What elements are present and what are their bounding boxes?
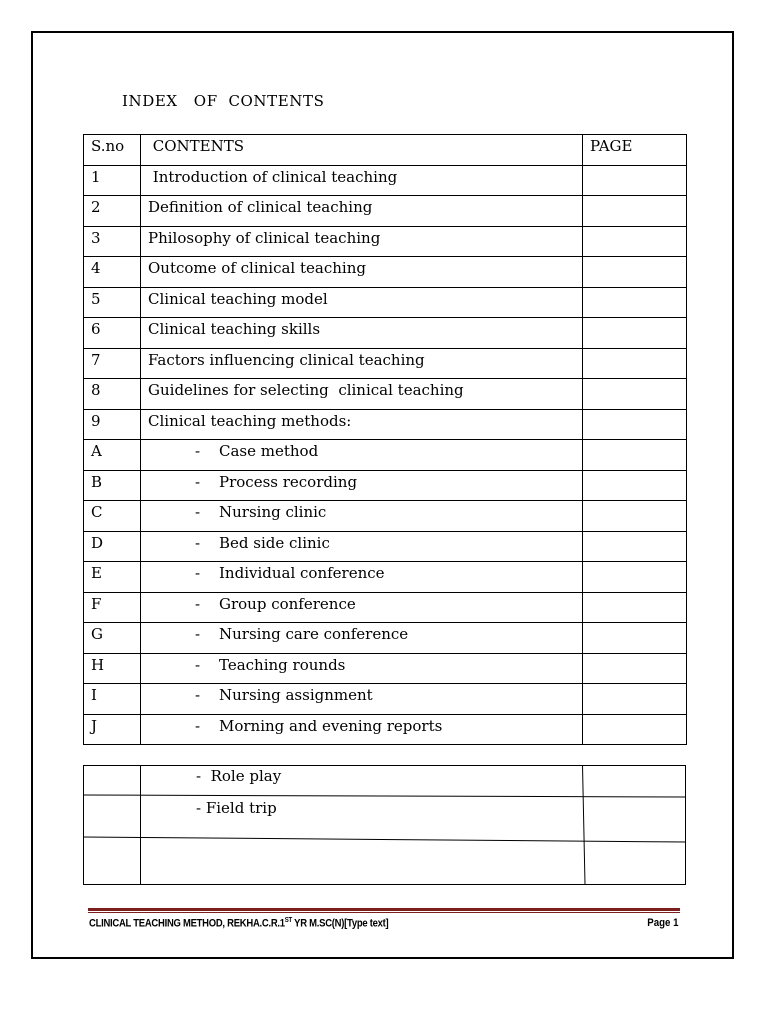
row-sno: D: [84, 531, 141, 562]
row-page: [583, 440, 687, 471]
row-sno: 9: [84, 409, 141, 440]
header-sno: S.no: [84, 135, 141, 166]
row-sno: 7: [84, 348, 141, 379]
row-content-text: Bed side clinic: [219, 533, 330, 552]
table-row: [84, 196, 687, 227]
row-content-text: Nursing clinic: [219, 503, 327, 521]
table-row: [84, 318, 687, 349]
table-row: [84, 592, 687, 623]
row-content: [141, 440, 583, 471]
bullet-dash: -: [195, 655, 201, 674]
row-content: [141, 653, 583, 684]
header-page: PAGE: [583, 135, 687, 166]
bullet-dash: -: [195, 503, 201, 521]
row-content-text: Nursing assignment: [219, 686, 373, 704]
row-content: Definition of clinical teaching: [141, 196, 583, 227]
row-page: [583, 684, 687, 715]
bullet-dash: -: [195, 594, 201, 613]
row-page: [583, 287, 687, 318]
extra-rows-grid: [83, 765, 686, 885]
extra-row-role-play: - Role play: [196, 767, 282, 785]
table-extra-rows: [83, 765, 686, 885]
table-row: [84, 165, 687, 196]
table-row: [84, 226, 687, 257]
row-sno: 2: [84, 196, 141, 227]
row-sno: H: [84, 653, 141, 684]
row-sno: J: [84, 714, 141, 745]
row-page: [583, 257, 687, 288]
row-page: [583, 409, 687, 440]
table-row: [84, 409, 687, 440]
row-page: [583, 531, 687, 562]
table-row: [84, 501, 687, 532]
row-sno: 3: [84, 226, 141, 257]
table-row: [84, 440, 687, 471]
document-title: INDEX OF CONTENTS: [122, 92, 325, 110]
row-page: [583, 470, 687, 501]
row-content: Outcome of clinical teaching: [141, 257, 583, 288]
row-sno: B: [84, 470, 141, 501]
row-content-text: Morning and evening reports: [219, 716, 443, 735]
row-content: Philosophy of clinical teaching: [141, 226, 583, 257]
row-content: [141, 714, 583, 745]
row-page: [583, 623, 687, 654]
row-page: [583, 196, 687, 227]
table-row: [84, 379, 687, 410]
row-content: [141, 501, 583, 532]
row-sno: F: [84, 592, 141, 623]
row-content-text: Nursing care conference: [219, 625, 409, 643]
bullet-dash: -: [195, 686, 201, 704]
table-row: [84, 287, 687, 318]
contents-table: [83, 134, 687, 745]
bullet-dash: -: [195, 442, 201, 460]
table-header-row: [84, 135, 687, 166]
row-sno: 6: [84, 318, 141, 349]
row-page: [583, 653, 687, 684]
row-sno: 8: [84, 379, 141, 410]
table-row: [84, 348, 687, 379]
row-sno: 5: [84, 287, 141, 318]
row-content: [141, 531, 583, 562]
table-row: [84, 714, 687, 745]
row-page: [583, 226, 687, 257]
row-page: [583, 714, 687, 745]
row-content: [141, 562, 583, 593]
row-sno: 1: [84, 165, 141, 196]
row-content: Clinical teaching skills: [141, 318, 583, 349]
row-content-text: Case method: [219, 442, 319, 460]
footer-page-number: Page 1: [646, 917, 678, 929]
table-row: [84, 653, 687, 684]
bullet-dash: -: [195, 533, 201, 552]
row-content: Clinical teaching model: [141, 287, 583, 318]
table-row: [84, 684, 687, 715]
table-row: [84, 257, 687, 288]
extra-row-field-trip: - Field trip: [196, 799, 277, 817]
row-sno: 4: [84, 257, 141, 288]
footer-rule-thin: [88, 912, 680, 913]
row-content: [141, 684, 583, 715]
row-page: [583, 318, 687, 349]
bullet-dash: -: [195, 472, 201, 491]
row-content: [141, 470, 583, 501]
row-content: Factors influencing clinical teaching: [141, 348, 583, 379]
row-content: Introduction of clinical teaching: [141, 165, 583, 196]
row-content: [141, 592, 583, 623]
row-content: [141, 623, 583, 654]
bullet-dash: -: [195, 625, 201, 643]
row-page: [583, 501, 687, 532]
footer-rule: [88, 908, 680, 911]
row-page: [583, 592, 687, 623]
footer-document-label: CLINICAL TEACHING METHOD, REKHA.C.R.1ST YR M.SC(N)[Type text]: [89, 917, 389, 930]
header-contents: CONTENTS: [141, 135, 583, 166]
bullet-dash: -: [195, 716, 201, 735]
bullet-dash: -: [195, 564, 201, 582]
table-row: [84, 470, 687, 501]
row-content-text: Process recording: [219, 472, 358, 491]
row-content-text: Teaching rounds: [219, 655, 346, 674]
table-row: [84, 562, 687, 593]
row-page: [583, 379, 687, 410]
row-sno: E: [84, 562, 141, 593]
row-content: Clinical teaching methods:: [141, 409, 583, 440]
row-sno: A: [84, 440, 141, 471]
row-sno: I: [84, 684, 141, 715]
row-content: Guidelines for selecting clinical teaching: [141, 379, 583, 410]
row-page: [583, 562, 687, 593]
table-row: [84, 623, 687, 654]
row-page: [583, 165, 687, 196]
row-sno: G: [84, 623, 141, 654]
row-content-text: Group conference: [219, 594, 356, 613]
row-content-text: Individual conference: [219, 564, 385, 582]
row-sno: C: [84, 501, 141, 532]
row-page: [583, 348, 687, 379]
table-row: [84, 531, 687, 562]
